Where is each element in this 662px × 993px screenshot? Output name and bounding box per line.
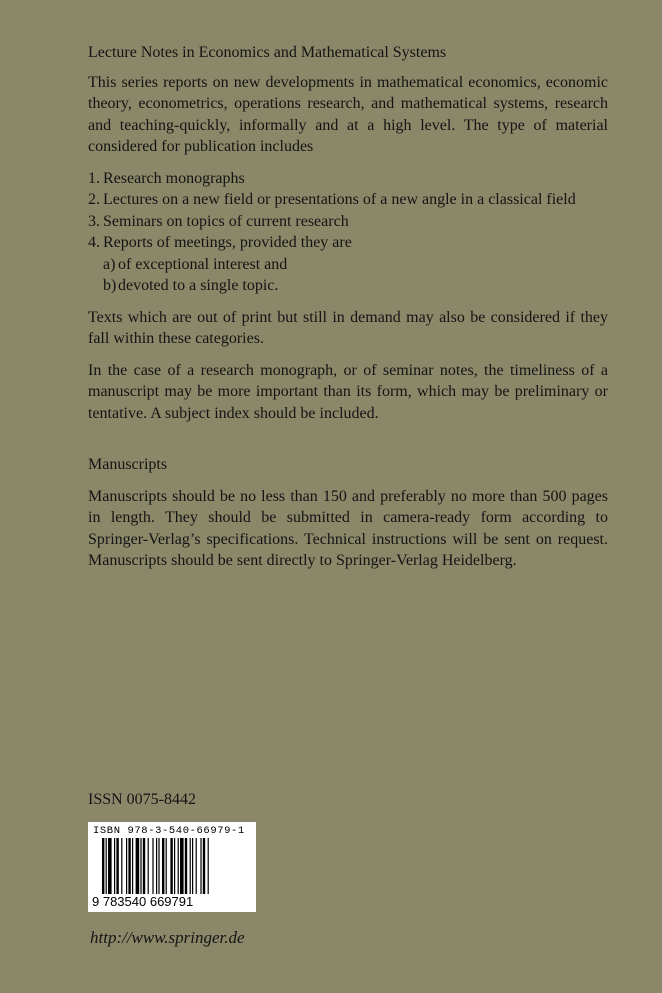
intro-paragraph: This series reports on new developments in mathematical economics, economic theory, econometrics, operations research, and mathematical systems, research and teaching-quickly, informally and at a high level. The type of material considered for publication includes bbox=[88, 73, 608, 155]
sublist-item: b) devoted to a single topic. bbox=[103, 277, 279, 294]
out-of-print-paragraph: Texts which are out of print but still in demand may also be considered if they fall within these categories. bbox=[88, 308, 608, 347]
barcode-stripe bbox=[158, 838, 159, 894]
sublist-item: a) of exceptional interest and bbox=[103, 255, 288, 273]
barcode-stripe bbox=[174, 838, 175, 894]
ean-digits: 9 783540 669791 bbox=[92, 894, 194, 909]
barcode-stripe bbox=[180, 838, 184, 894]
barcode-stripe bbox=[148, 838, 149, 894]
list-item: 2. Lectures on a new field or presentations of a new angle in a classical field bbox=[88, 191, 576, 208]
barcode-stripe bbox=[136, 838, 140, 894]
barcode-stripe bbox=[190, 838, 191, 894]
barcode-stripe bbox=[128, 838, 130, 894]
barcode-bars bbox=[102, 838, 242, 894]
material-list bbox=[88, 168, 608, 297]
description-block bbox=[88, 42, 608, 582]
barcode-stripe bbox=[102, 838, 104, 894]
isbn-number: ISBN 978-3-540-66979-1 bbox=[93, 825, 245, 837]
barcode-stripe bbox=[166, 838, 167, 894]
barcode-stripe bbox=[170, 838, 172, 894]
barcode-stripe bbox=[156, 838, 157, 894]
isbn-barcode bbox=[88, 822, 256, 912]
manuscripts-paragraph: Manuscripts should be no less than 150 and preferably no more than 500 pages in length. They should be submitted in camera-ready form according to Springer-Verlag’s specifications. Technical instructions will be sent on request. Manuscripts should be sent directly to Springer-Verlag Heidelberg. bbox=[88, 487, 608, 569]
issn-number: ISSN 0075-8442 bbox=[88, 791, 197, 808]
barcode-stripe bbox=[126, 838, 127, 894]
barcode-stripe bbox=[140, 838, 141, 894]
list-item: 1. Research monographs bbox=[88, 169, 245, 187]
barcode-stripe bbox=[106, 838, 107, 894]
meeting-conditions-list bbox=[103, 254, 608, 297]
barcode-stripe bbox=[196, 838, 197, 894]
publisher-url[interactable]: http://www.springer.de bbox=[90, 928, 245, 947]
list-item: 3. Seminars on topics of current research bbox=[88, 212, 349, 230]
barcode-stripe bbox=[132, 838, 133, 894]
barcode-stripe bbox=[108, 838, 112, 894]
barcode-stripe bbox=[203, 838, 205, 894]
barcode-stripe bbox=[192, 838, 193, 894]
barcode-stripe bbox=[185, 838, 187, 894]
manuscripts-heading: Manuscripts bbox=[88, 456, 168, 473]
timeliness-paragraph: In the case of a research monograph, or of seminar notes, the timeliness of a manuscript may be more important than its form, which may be preliminary or tentative. A subject index should be included. bbox=[88, 361, 608, 422]
barcode-stripe bbox=[114, 838, 115, 894]
barcode-stripe bbox=[116, 838, 118, 894]
barcode-stripe bbox=[200, 838, 201, 894]
list-item: 4. Reports of meetings, provided they are a) of exceptional interest and b) devoted to a single topic. bbox=[88, 232, 608, 297]
barcode-stripe bbox=[143, 838, 145, 894]
barcode-stripe bbox=[152, 838, 153, 894]
barcode-stripe bbox=[121, 838, 122, 894]
barcode-stripe bbox=[178, 838, 179, 894]
barcode-stripe bbox=[208, 838, 209, 894]
series-title: Lecture Notes in Economics and Mathematical Systems bbox=[88, 44, 447, 61]
barcode-stripe bbox=[162, 838, 164, 894]
